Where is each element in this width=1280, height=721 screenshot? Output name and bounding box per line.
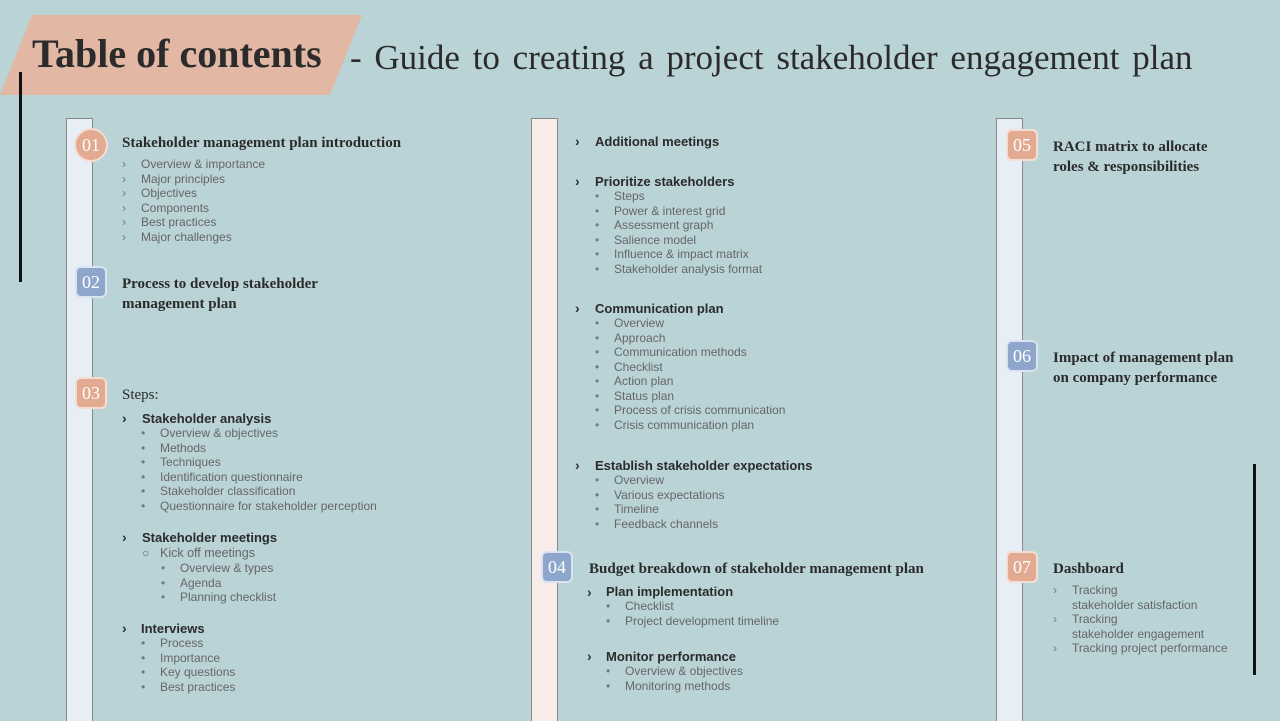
section-title-04[interactable]: Budget breakdown of stakeholder management plan xyxy=(589,561,924,577)
list-item: • Various expectations xyxy=(595,488,725,503)
subsection-communication-plan[interactable]: Communication plan xyxy=(595,301,724,316)
chevron-right-icon: › xyxy=(587,584,592,600)
list-item: • Salience model xyxy=(595,233,762,248)
section-number-02: 02 xyxy=(75,266,107,298)
list-item: • Influence & impact matrix xyxy=(595,247,762,262)
list-item: • Timeline xyxy=(595,502,725,517)
list-item: › Objectives xyxy=(122,186,265,201)
subsection-stakeholder-analysis[interactable]: Stakeholder analysis xyxy=(142,411,272,426)
section-title-02[interactable] xyxy=(122,274,318,314)
list-item: • Key questions xyxy=(141,665,235,680)
chevron-right-icon: › xyxy=(575,300,580,316)
list-item: • Overview xyxy=(595,316,785,331)
list-item: • Stakeholder analysis format xyxy=(595,262,762,277)
chevron-right-icon: › xyxy=(122,620,127,636)
list-item: • Agenda xyxy=(161,576,276,591)
section-01-list xyxy=(122,157,265,244)
interviews-list xyxy=(141,636,235,694)
list-item: • Overview & objectives xyxy=(606,664,743,679)
kickoff-meetings-label: Kick off meetings xyxy=(160,546,255,560)
list-item: • Communication methods xyxy=(595,345,785,360)
chevron-right-icon: › xyxy=(575,133,580,149)
list-item: • Steps xyxy=(595,189,762,204)
subsection-additional-meetings[interactable]: Additional meetings xyxy=(595,134,720,149)
kickoff-meetings-list xyxy=(161,561,276,605)
section-number-07: 07 xyxy=(1006,551,1038,583)
section-title-05-line2: roles & responsibilities xyxy=(1053,159,1200,175)
section-number-05: 05 xyxy=(1006,129,1038,161)
chevron-right-icon: › xyxy=(575,457,580,473)
circle-bullet-icon: ○ xyxy=(142,546,150,560)
list-item: • Monitoring methods xyxy=(606,679,743,694)
list-item: • Stakeholder classification xyxy=(141,484,377,499)
stakeholder-analysis-list xyxy=(141,426,377,513)
list-item: • Project development timeline xyxy=(606,614,779,629)
page-subtitle: - Guide to creating a project stakeholder engagement plan xyxy=(350,38,1193,77)
subsection-interviews[interactable]: Interviews xyxy=(141,621,205,636)
section-title-05[interactable] xyxy=(1053,137,1208,177)
section-number-01: 01 xyxy=(74,128,108,162)
implementation-list xyxy=(606,599,779,628)
list-item: • Techniques xyxy=(141,455,377,470)
chevron-right-icon: › xyxy=(122,410,127,426)
expectations-list xyxy=(595,473,725,531)
list-item: • Overview xyxy=(595,473,725,488)
list-item: • Approach xyxy=(595,331,785,346)
list-item: • Planning checklist xyxy=(161,590,276,605)
list-item-line2: stakeholder engagement xyxy=(1072,626,1205,641)
chevron-right-icon: › xyxy=(587,648,592,664)
list-item: • Crisis communication plan xyxy=(595,418,785,433)
list-item: • Identification questionnaire xyxy=(141,470,377,485)
list-item: • Assessment graph xyxy=(595,218,762,233)
list-item: • Questionnaire for stakeholder perception xyxy=(141,499,377,514)
decor-line-left xyxy=(19,72,22,282)
subsection-stakeholder-expectations[interactable]: Establish stakeholder expectations xyxy=(595,458,813,473)
list-item: • Process of crisis communication xyxy=(595,403,785,418)
monitor-list xyxy=(606,664,743,693)
list-item: › Overview & importance xyxy=(122,157,265,172)
list-item: • Overview & objectives xyxy=(141,426,377,441)
subsection-monitor-performance[interactable]: Monitor performance xyxy=(606,649,737,664)
subsection-prioritize-stakeholders[interactable]: Prioritize stakeholders xyxy=(595,174,735,189)
list-item: • Importance xyxy=(141,651,235,666)
list-item: • Checklist xyxy=(595,360,785,375)
chevron-right-icon: › xyxy=(122,529,127,545)
section-title-06-line2: on company performance xyxy=(1053,370,1218,386)
column-bar-1 xyxy=(66,118,93,721)
column-bar-2 xyxy=(531,118,558,721)
list-item: • Methods xyxy=(141,441,377,456)
section-title-05-line1: RACI matrix to allocate xyxy=(1053,139,1208,155)
subsection-stakeholder-meetings[interactable]: Stakeholder meetings xyxy=(142,530,278,545)
list-item: › Best practices xyxy=(122,215,265,230)
communication-list xyxy=(595,316,785,432)
section-title-06-line1: Impact of management plan xyxy=(1053,350,1234,366)
section-title-03[interactable]: Steps: xyxy=(122,387,159,403)
page-title: Table of contents xyxy=(32,31,322,76)
list-item: • Action plan xyxy=(595,374,785,389)
list-item: • Process xyxy=(141,636,235,651)
list-item: • Checklist xyxy=(606,599,779,614)
section-number-06: 06 xyxy=(1006,340,1038,372)
list-item: • Feedback channels xyxy=(595,517,725,532)
list-item: • Best practices xyxy=(141,680,235,695)
decor-line-right xyxy=(1253,464,1256,675)
list-item-line1: › Tracking project performance xyxy=(1072,641,1228,655)
list-item: › Major challenges xyxy=(122,230,265,245)
list-item-line1: › Tracking xyxy=(1072,583,1118,597)
column-bar-3 xyxy=(996,118,1023,721)
list-item: › Components xyxy=(122,201,265,216)
section-title-02-line1: Process to develop stakeholder xyxy=(122,276,318,292)
list-item-line2: stakeholder satisfaction xyxy=(1072,597,1198,612)
chevron-right-icon: › xyxy=(575,173,580,189)
section-number-04: 04 xyxy=(541,551,573,583)
section-title-07[interactable]: Dashboard xyxy=(1053,561,1124,577)
list-item xyxy=(1053,641,1228,656)
section-title-06[interactable] xyxy=(1053,348,1233,388)
list-item: • Status plan xyxy=(595,389,785,404)
dashboard-list xyxy=(1053,583,1228,656)
section-number-03: 03 xyxy=(75,377,107,409)
list-item: › Major principles xyxy=(122,172,265,187)
section-title-02-line2: management plan xyxy=(122,296,237,312)
list-item xyxy=(1053,583,1228,612)
list-item: • Overview & types xyxy=(161,561,276,576)
subsection-plan-implementation[interactable]: Plan implementation xyxy=(606,584,734,599)
list-item-line1: › Tracking xyxy=(1072,612,1118,626)
list-item: • Power & interest grid xyxy=(595,204,762,219)
list-item xyxy=(1053,612,1228,641)
section-title-01[interactable]: Stakeholder management plan introduction xyxy=(122,135,402,151)
prioritize-list xyxy=(595,189,762,276)
